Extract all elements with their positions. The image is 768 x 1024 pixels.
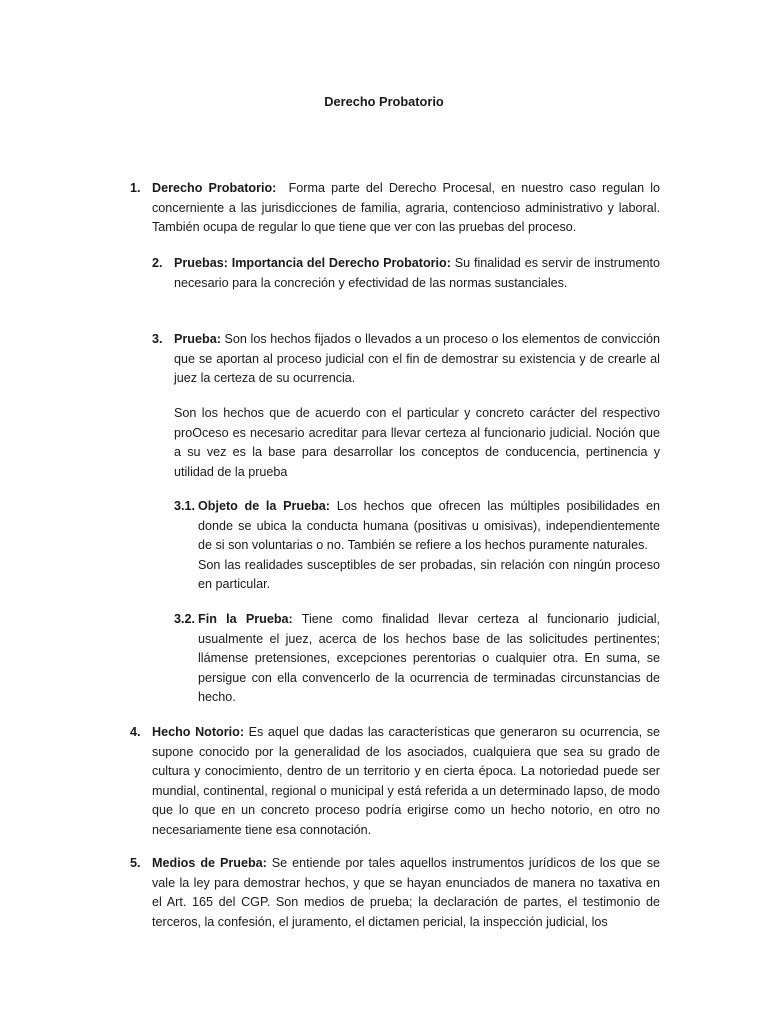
item-1-label: Derecho Probatorio:	[152, 181, 277, 195]
item-3-1-text: Los hechos que ofrecen las múltiples posibilidades en donde se ubica la conducta humana (positivas u omisivas), independientemente de si son voluntarias o no. También se refiere a los hechos puramente naturales.	[198, 499, 661, 553]
item-3-1-paragraph	[198, 497, 660, 556]
item-3-paragraph	[174, 330, 660, 389]
item-3-1-number: 3.1.	[174, 499, 196, 513]
item-2-number: 2.	[152, 256, 163, 270]
item-3-1-text-2: Son las realidades susceptibles de ser probadas, sin relación con ningún proceso en particular.	[198, 557, 660, 592]
item-5	[152, 854, 660, 932]
item-3-text: Son los hechos fijados o llevados a un proceso o los elementos de convicción que se aportan al proceso judicial con el fin de demostrar su existencia y de crearle al juez la certeza de su ocurrencia.	[174, 332, 660, 386]
item-4-paragraph	[152, 723, 660, 841]
item-3-2-label: Fin la Prueba:	[198, 612, 293, 626]
item-3-label: Prueba:	[174, 332, 221, 346]
item-3-1-label: Objeto de la Prueba:	[198, 499, 331, 513]
item-3-2-number: 3.2.	[174, 612, 196, 626]
item-4-label: Hecho Notorio:	[152, 725, 245, 739]
item-5-paragraph	[152, 854, 660, 932]
item-3-text-2: Son los hechos que de acuerdo con el particular y concreto carácter del respectivo proOceso es necesario acreditar para llevar certeza al funcionario judicial. Noción que a su vez es la base para desarrollar los conceptos de conducencia, pertinencia y utilidad de la prueba	[174, 406, 660, 479]
item-2-paragraph	[174, 254, 660, 293]
item-3-1	[198, 497, 660, 595]
item-3-number: 3.	[152, 332, 163, 346]
item-1-paragraph	[152, 179, 660, 238]
item-5-label: Medios de Prueba:	[152, 856, 267, 870]
item-1-text: Forma parte del Derecho Procesal, en nuestro caso regulan lo concerniente a las jurisdicciones de familia, agraria, contencioso administrativo y laboral. También ocupa de regular lo que tiene que ver con las pruebas del proceso.	[152, 181, 660, 235]
item-4-text: Es aquel que dadas las características que generaron su ocurrencia, se supone conocido por la generalidad de los asociados, cualquiera que sea su grado de cultura y conocimiento, dentro de un territorio y en cierta época. La notoriedad puede ser mundial, continental, regional o municipal y está referida a un determinado lapso, de modo que lo que en un concreto proceso podría erigirse como un hecho notorio, en otro no necesariamente tiene esa connotación.	[152, 725, 661, 837]
item-5-number: 5.	[130, 856, 141, 870]
item-1-number: 1.	[130, 181, 141, 195]
item-2-text: Su finalidad es servir de instrumento necesario para la concreción y efectividad de las normas sustanciales.	[174, 256, 660, 290]
item-2-label: Pruebas: Importancia del Derecho Probatorio:	[174, 256, 451, 270]
item-3-2-paragraph	[198, 610, 660, 708]
item-3-paragraph-2	[174, 404, 660, 482]
item-4-number: 4.	[130, 725, 141, 739]
item-4	[152, 723, 660, 841]
item-3	[174, 330, 660, 389]
item-2	[174, 254, 660, 293]
item-3-2	[198, 610, 660, 708]
item-1	[152, 179, 660, 238]
document-title: Derecho Probatorio	[324, 94, 444, 109]
item-5-text: Se entiende por tales aquellos instrumentos jurídicos de los que se vale la ley para demostrar hechos, y que se hayan enunciados de manera no taxativa en el Art. 165 del CGP. Son medios de prueba; la declaración de partes, el testimonio de terceros, la confesión, el juramento, el dictamen pericial, la inspección judicial, los	[152, 856, 660, 929]
item-3-2-text: Tiene como finalidad llevar certeza al funcionario judicial, usualmente el juez, acerca de los hechos base de las solicitudes pertinentes; llámense pretensiones, excepciones perentorias o cualquier otra. En suma, se persigue con ella convencerlo de la ocurrencia de terminadas circunstancias de hecho.	[198, 612, 660, 705]
